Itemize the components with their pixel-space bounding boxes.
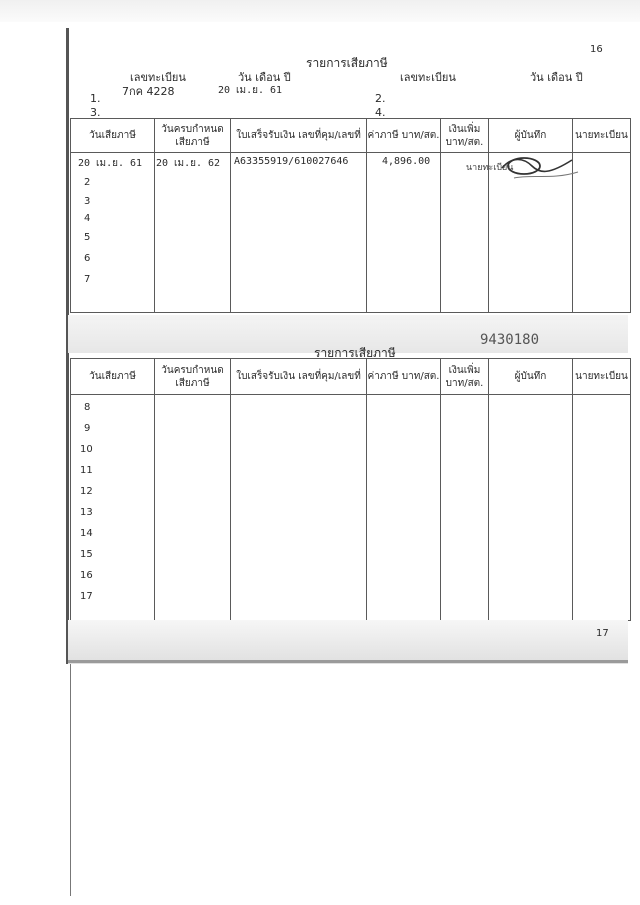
- reg-label-right: เลขทะเบียน: [400, 71, 456, 84]
- bottom-rule: [68, 660, 628, 663]
- col-registrar: นายทะเบียน: [573, 119, 631, 153]
- tax-table-1: [70, 118, 631, 313]
- col-tax-date: วันเสียภาษี: [71, 119, 155, 153]
- section-title: รายการเสียภาษี: [306, 56, 388, 70]
- date-label-left: วัน เดือน ปี: [238, 71, 291, 84]
- page-number-bottom: 17: [596, 628, 609, 639]
- row1-tax: 4,896.00: [382, 156, 431, 167]
- row-number: 17: [80, 591, 93, 602]
- stamp-label: นายทะเบียน: [466, 163, 514, 173]
- row-number: 4: [84, 213, 91, 224]
- official-stamp: [462, 150, 582, 186]
- row-number: 10: [80, 444, 93, 455]
- row-number: 16: [80, 570, 93, 581]
- row1-tax-date: 20 เม.ย. 61: [78, 158, 143, 169]
- row-number: 9: [84, 423, 91, 434]
- row-number: 14: [80, 528, 93, 539]
- row-number: 11: [80, 465, 93, 476]
- col-recorder: ผู้บันทึก: [489, 359, 573, 395]
- middle-number: 9430180: [480, 332, 540, 348]
- row-number: 3: [84, 196, 91, 207]
- col-registrar: นายทะเบียน: [573, 359, 631, 395]
- row-number: 15: [80, 549, 93, 560]
- row-number: 6: [84, 253, 91, 264]
- row-number: 12: [80, 486, 93, 497]
- col-surcharge: เงินเพิ่ม บาท/สต.: [441, 119, 489, 153]
- entry-2-no: 2.: [375, 92, 386, 105]
- bottom-band: [68, 620, 628, 664]
- row-number: 13: [80, 507, 93, 518]
- page-number-top: 16: [590, 44, 603, 55]
- row1-receipt: A63355919/610027646: [234, 156, 349, 167]
- row-number: 7: [84, 274, 91, 285]
- tax-table-2: [70, 358, 631, 621]
- col-surcharge: เงินเพิ่ม บาท/สต.: [441, 359, 489, 395]
- entry-3-no: 3.: [90, 106, 101, 119]
- col-due-date: วันครบกำหนด เสียภาษี: [155, 119, 231, 153]
- row-number: 2: [84, 177, 91, 188]
- date-label-right: วัน เดือน ปี: [530, 71, 583, 84]
- col-tax-date: วันเสียภาษี: [71, 359, 155, 395]
- col-receipt: ใบเสร็จรับเงิน เลขที่คุม/เลขที่: [231, 119, 367, 153]
- entry-1-date: 20 เม.ย. 61: [218, 85, 283, 96]
- col-due-date: วันครบกำหนด เสียภาษี: [155, 359, 231, 395]
- section-title-2: รายการเสียภาษี: [314, 346, 396, 360]
- row-number: 8: [84, 402, 91, 413]
- scan-top-edge: [0, 0, 640, 22]
- reg-label-left: เลขทะเบียน: [130, 71, 186, 84]
- entry-4-no: 4.: [375, 106, 386, 119]
- binding-edge-lower: [70, 664, 71, 896]
- entry-1-reg: 7กค 4228: [122, 85, 175, 98]
- col-receipt: ใบเสร็จรับเงิน เลขที่คุม/เลขที่: [231, 359, 367, 395]
- col-tax: ค่าภาษี บาท/สต.: [367, 359, 441, 395]
- col-recorder: ผู้บันทึก: [489, 119, 573, 153]
- col-tax: ค่าภาษี บาท/สต.: [367, 119, 441, 153]
- row-number: 5: [84, 232, 91, 243]
- entry-1-no: 1.: [90, 92, 101, 105]
- row1-due-date: 20 เม.ย. 62: [156, 158, 221, 169]
